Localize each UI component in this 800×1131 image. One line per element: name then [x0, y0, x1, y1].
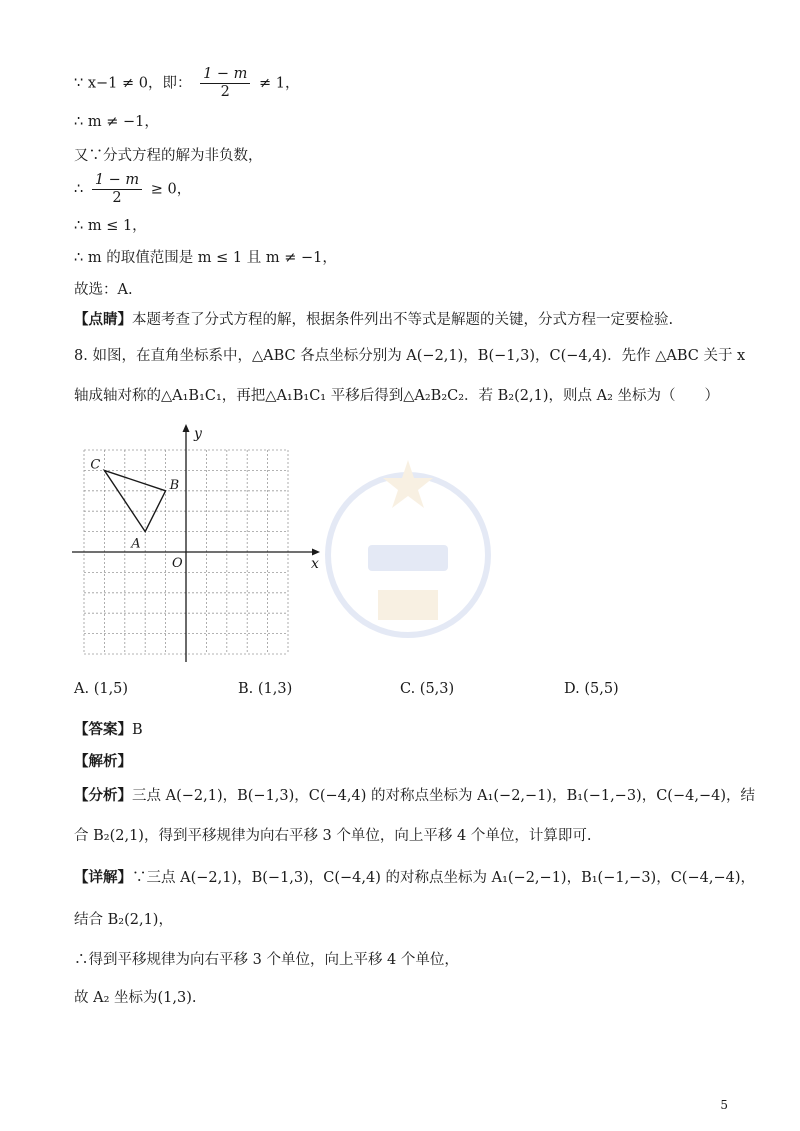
fraction-denominator: 2 — [220, 84, 230, 100]
line-condition-1 — [74, 66, 300, 101]
y-axis-arrow — [183, 424, 190, 432]
line-condition-3: 又∵分式方程的解为非负数， — [74, 148, 263, 164]
xiangjie-line-2: 结合 B₂(2,1)， — [74, 912, 173, 928]
option-d[interactable]: D. (5,5) — [564, 681, 619, 697]
question-8-line-1: 8. 如图，在直角坐标系中，△ABC 各点坐标分别为 A(−2,1)，B(−1,3)，C(−4,4)．先作 △ABC 关于 x — [74, 348, 746, 364]
origin-label: O — [172, 556, 183, 571]
line-range: ∴ m 的取值范围是 m ≤ 1 且 m ≠ −1， — [74, 250, 337, 266]
section-tag: 【点睛】 — [74, 311, 132, 328]
question-8-line-2: 轴成轴对称的△A₁B₁C₁，再把△A₁B₁C₁ 平移后得到△A₂B₂C₂．若 B₂(2,1)，则点 A₂ 坐标为（ ） — [74, 388, 719, 404]
coordinate-figure — [64, 422, 332, 666]
option-b[interactable]: B. (1,3) — [238, 681, 293, 697]
line-dianjing — [74, 310, 673, 330]
answer-value: B — [132, 722, 143, 738]
section-tag: 【答案】 — [74, 721, 132, 738]
section-tag: 【解析】 — [74, 753, 132, 770]
analysis-heading — [74, 752, 132, 772]
fraction-denominator: 2 — [112, 190, 122, 206]
point-c-label: C — [90, 457, 101, 473]
text-segment: 本题考查了分式方程的解，根据条件列出不等式是解题的关键，分式方程一定要检验. — [132, 312, 674, 328]
fraction-numerator: 1 − m — [200, 66, 250, 84]
page-number: 5 — [720, 1098, 728, 1112]
fenxi-line-1 — [74, 786, 755, 806]
text-segment: ∵ x−1 ≠ 0，即： — [74, 75, 192, 92]
point-a-label: A — [131, 536, 141, 552]
fraction — [200, 66, 250, 101]
line-condition-4 — [74, 172, 191, 207]
option-c[interactable]: C. (5,3) — [400, 681, 455, 697]
xiangjie-line-1 — [74, 868, 755, 888]
line-condition-5: ∴ m ≤ 1， — [74, 218, 147, 234]
fenxi-line-2: 合 B₂(2,1)，得到平移规律为向右平移 3 个单位，向上平移 4 个单位，计算即可. — [74, 828, 592, 844]
axes — [72, 424, 320, 662]
answer-line — [74, 720, 143, 740]
fraction — [92, 172, 142, 207]
text-segment: ≠ 1， — [259, 75, 300, 92]
text-segment: ≥ 0， — [150, 181, 192, 198]
text-segment: ∵三点 A(−2,1)，B(−1,3)，C(−4,4) 的对称点坐标为 A₁(−2,−1)，B₁(−1,−3)，C(−4,−4)， — [132, 870, 755, 886]
option-a[interactable]: A. (1,5) — [74, 681, 129, 697]
triangle-abc — [104, 470, 165, 531]
point-b-label: B — [169, 477, 180, 493]
xiangjie-line-3: ∴得到平移规律为向右平移 3 个单位，向上平移 4 个单位， — [74, 952, 459, 968]
fraction-numerator: 1 − m — [92, 172, 142, 190]
xiangjie-line-4: 故 A₂ 坐标为(1,3). — [74, 990, 197, 1006]
line-condition-2: ∴ m ≠ −1， — [74, 114, 159, 130]
text-segment: ∴ — [74, 181, 84, 198]
section-tag: 【详解】 — [74, 869, 132, 886]
x-axis-label: x — [311, 556, 319, 572]
text-segment: 三点 A(−2,1)，B(−1,3)，C(−4,4) 的对称点坐标为 A₁(−2,−1)，B₁(−1,−3)，C(−4,−4)，结 — [132, 788, 755, 804]
watermark-logo — [318, 450, 498, 660]
section-tag: 【分析】 — [74, 787, 132, 804]
y-axis-label: y — [194, 426, 202, 442]
line-choice: 故选：A. — [74, 282, 133, 298]
